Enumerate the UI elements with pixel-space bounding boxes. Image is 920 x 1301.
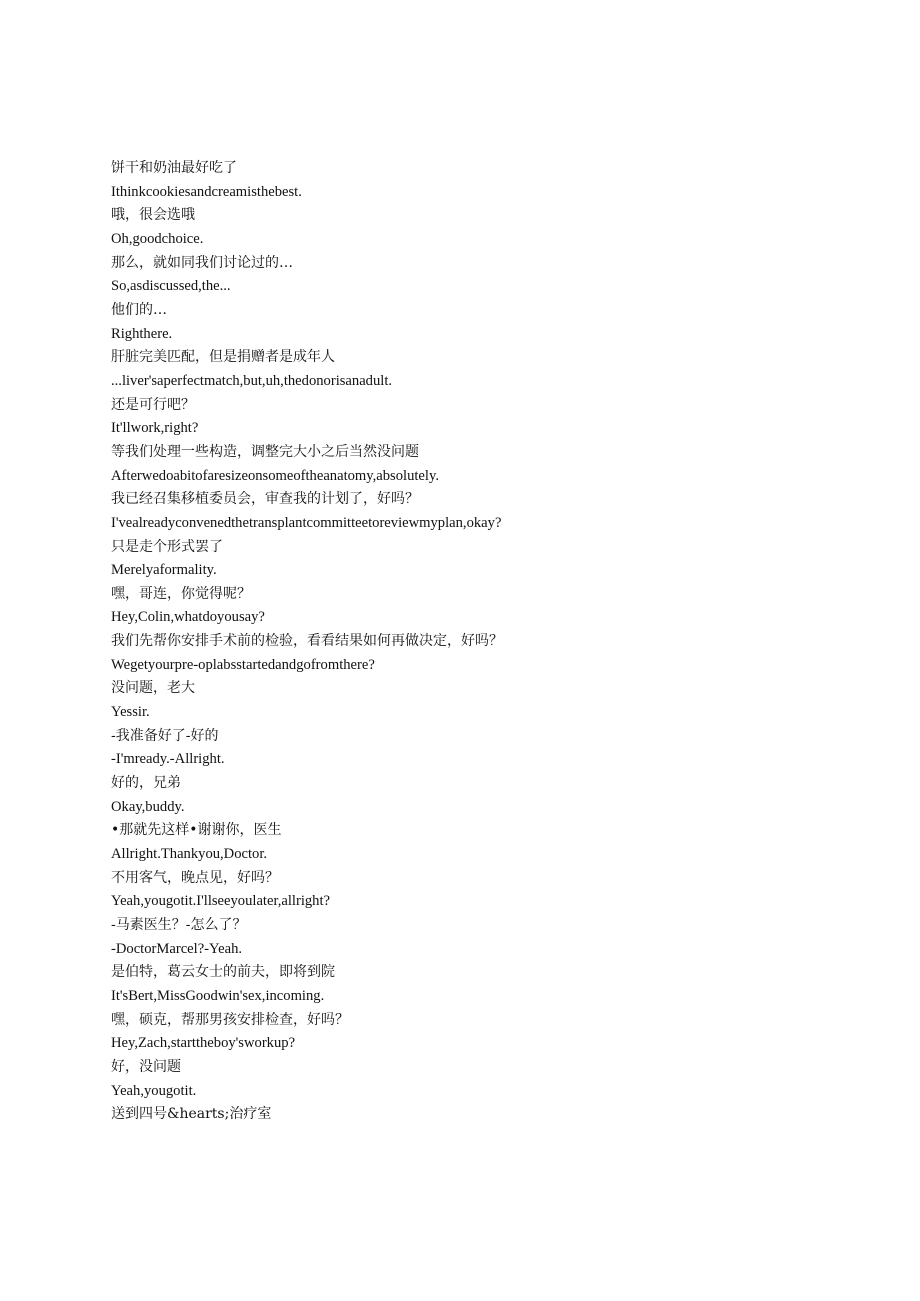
subtitle-line-english: Hey,Zach,starttheboy'sworkup? [111, 1035, 296, 1052]
subtitle-line-chinese: 肝脏完美匹配，但是捐赠者是成年人 [111, 349, 335, 366]
subtitle-line-english: Allright.Thankyou,Doctor. [111, 846, 268, 863]
subtitle-line-english: It'sBert,MissGoodwin'sex,incoming. [111, 987, 325, 1004]
subtitle-line-english: Yeah,yougotit.I'llseeyoulater,allright? [111, 893, 331, 910]
subtitle-line-chinese: 只是走个形式罢了 [111, 538, 223, 555]
subtitle-line-english: ...liver'saperfectmatch,but,uh,thedonorisanadult. [111, 372, 393, 389]
subtitle-line-english: -I'mready.-Allright. [111, 751, 225, 768]
subtitle-line-chinese: 好的，兄弟 [111, 775, 181, 792]
subtitle-line-chinese: 饼干和奶油最好吃了 [111, 160, 237, 176]
subtitle-line-english: I'vealreadyconvenedthetransplantcommitteetoreviewmyplan,okay? [111, 514, 502, 531]
subtitle-line-chinese: 那么，就如同我们讨论过的… [111, 254, 293, 271]
subtitle-line-english: -DoctorMarcel?-Yeah. [111, 940, 243, 957]
subtitle-line-chinese: 嘿，哥连，你觉得呢？ [111, 585, 251, 602]
subtitle-line-english: Wegetyourpre-oplabsstartedandgofromthere? [111, 656, 375, 673]
subtitle-line-english: Oh,goodchoice. [111, 230, 204, 247]
subtitle-line-chinese: 送到四号&hearts;治疗室 [111, 1106, 272, 1123]
subtitle-line-chinese: 我们先帮你安排手术前的检验，看看结果如何再做决定，好吗？ [111, 633, 503, 650]
subtitle-line-chinese: 不用客气，晚点见，好吗？ [111, 869, 279, 886]
subtitle-line-chinese: 等我们处理一些构造，调整完大小之后当然没问题 [111, 443, 419, 460]
subtitle-line-chinese: 我已经召集移植委员会，审查我的计划了，好吗？ [111, 491, 419, 508]
subtitle-line-english: It'llwork,right? [111, 420, 199, 437]
subtitle-line-chinese: 好，没问题 [111, 1058, 181, 1075]
subtitle-line-english: Yessir. [111, 704, 150, 721]
subtitle-line-english: So,asdiscussed,the... [111, 278, 231, 295]
subtitle-line-chinese: 他们的… [111, 301, 167, 318]
subtitle-line-english: Ithinkcookiesandcreamisthebest. [111, 183, 302, 200]
subtitle-line-chinese: 还是可行吧？ [111, 396, 195, 413]
subtitle-transcript [111, 157, 871, 1127]
subtitle-line-chinese: 没问题，老大 [111, 680, 195, 697]
subtitle-line-english: Afterwedoabitofaresizeonsomeoftheanatomy,absolutely. [111, 467, 439, 484]
subtitle-line-chinese: -我准备好了-好的 [111, 727, 219, 744]
subtitle-line-english: Merelyaformality. [111, 562, 217, 579]
subtitle-line-chinese: 哦，很会选哦 [111, 207, 195, 224]
subtitle-line-chinese: 是伯特，葛云女士的前夫，即将到院 [111, 964, 335, 981]
subtitle-line-english: Yeah,yougotit. [111, 1082, 197, 1099]
subtitle-line-english: Hey,Colin,whatdoyousay? [111, 609, 265, 626]
subtitle-line-english: Okay,buddy. [111, 798, 185, 815]
subtitle-line-chinese: 嘿，硕克，帮那男孩安排检查，好吗？ [111, 1011, 349, 1028]
subtitle-line-english: Righthere. [111, 325, 173, 342]
subtitle-line-chinese: •那就先这样•谢谢你，医生 [111, 822, 282, 839]
subtitle-line-chinese: -马素医生？-怎么了？ [111, 917, 247, 933]
